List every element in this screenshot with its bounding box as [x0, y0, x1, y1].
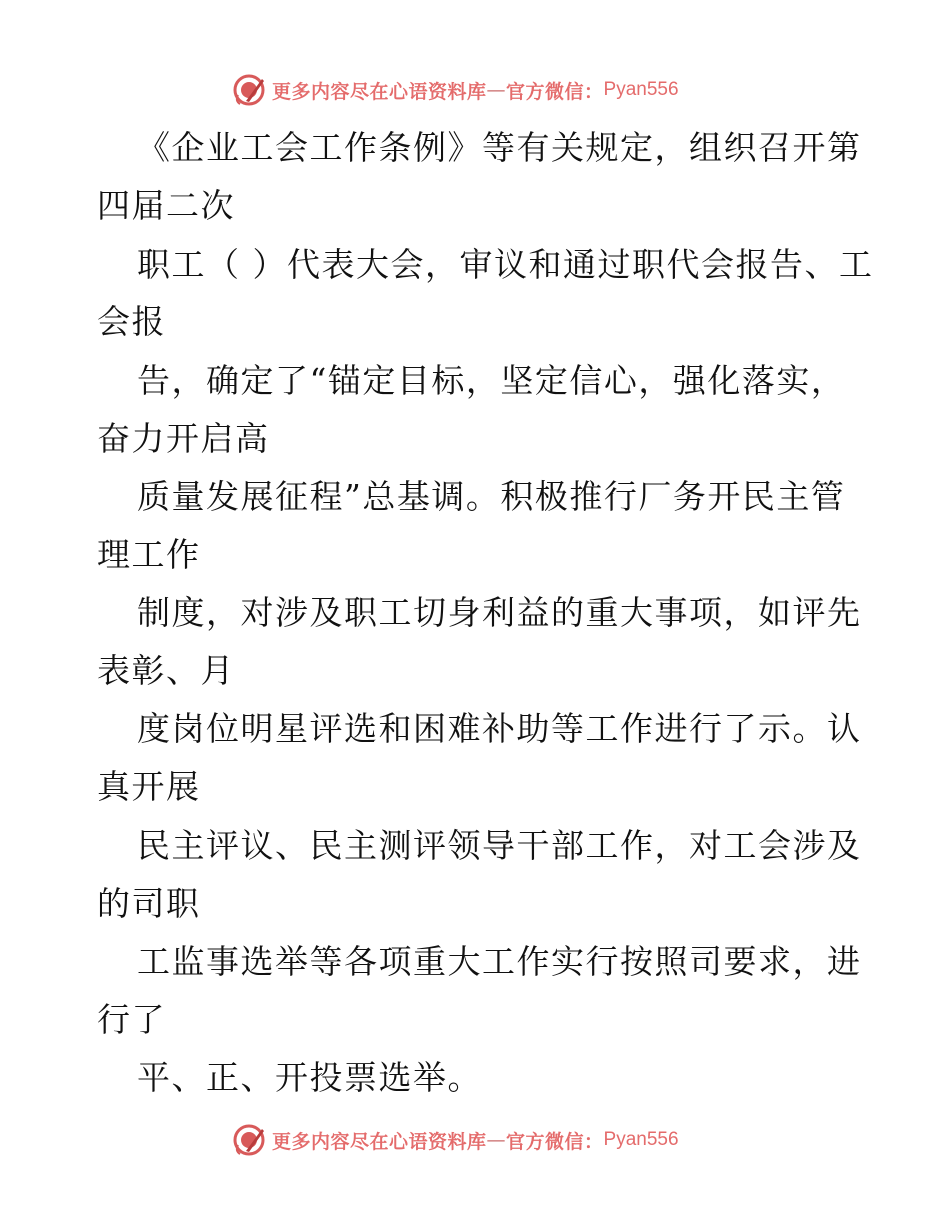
body-line: 职工（ ）代表大会，审议和通过职代会报告、工: [137, 245, 874, 284]
pen-logo-icon: [232, 1123, 266, 1157]
body-line: 真开展: [97, 767, 201, 806]
watermark-separator: —: [486, 79, 507, 101]
body-line: 奋力开启高: [97, 419, 270, 458]
body-line: 制度，对涉及职工切身利益的重大事项，如评先: [137, 593, 862, 632]
body-line: 告，确定了“锚定目标，坚定信心，强化落实，: [137, 361, 846, 400]
watermark-contact-label: 官方微信：: [506, 1130, 604, 1153]
body-line: 会报: [97, 302, 166, 341]
pen-logo-icon: [232, 73, 266, 107]
body-line: 度岗位明星评选和困难补助等工作进行了示。认: [137, 709, 862, 748]
body-line: 工监事选举等各项重大工作实行按照司要求，进: [137, 942, 862, 981]
watermark-separator: —: [486, 1129, 507, 1151]
watermark-text: 更多内容尽在心语资料库: [272, 80, 487, 103]
watermark-contact-label: 官方微信：: [506, 80, 604, 103]
header-watermark: [232, 72, 752, 108]
watermark-contact-id: Pyan556: [603, 1129, 679, 1150]
body-line: 理工作: [97, 535, 201, 574]
body-line: 民主评议、民主测评领导干部工作，对工会涉及: [137, 826, 862, 865]
body-line: 《企业工会工作条例》等有关规定，组织召开第: [137, 128, 862, 167]
body-line: 行了: [97, 1000, 166, 1039]
body-line: 的司职: [97, 884, 201, 923]
body-line: 平、正、开投票选举。: [137, 1058, 482, 1097]
body-line: 四届二次: [97, 186, 235, 225]
body-line: 表彰、月: [97, 651, 235, 690]
watermark-text: 更多内容尽在心语资料库: [272, 1130, 487, 1153]
footer-watermark: [232, 1122, 752, 1158]
watermark-contact-id: Pyan556: [603, 79, 679, 100]
body-line: 质量发展征程”总基调。积极推行厂务开民主管: [137, 477, 846, 516]
